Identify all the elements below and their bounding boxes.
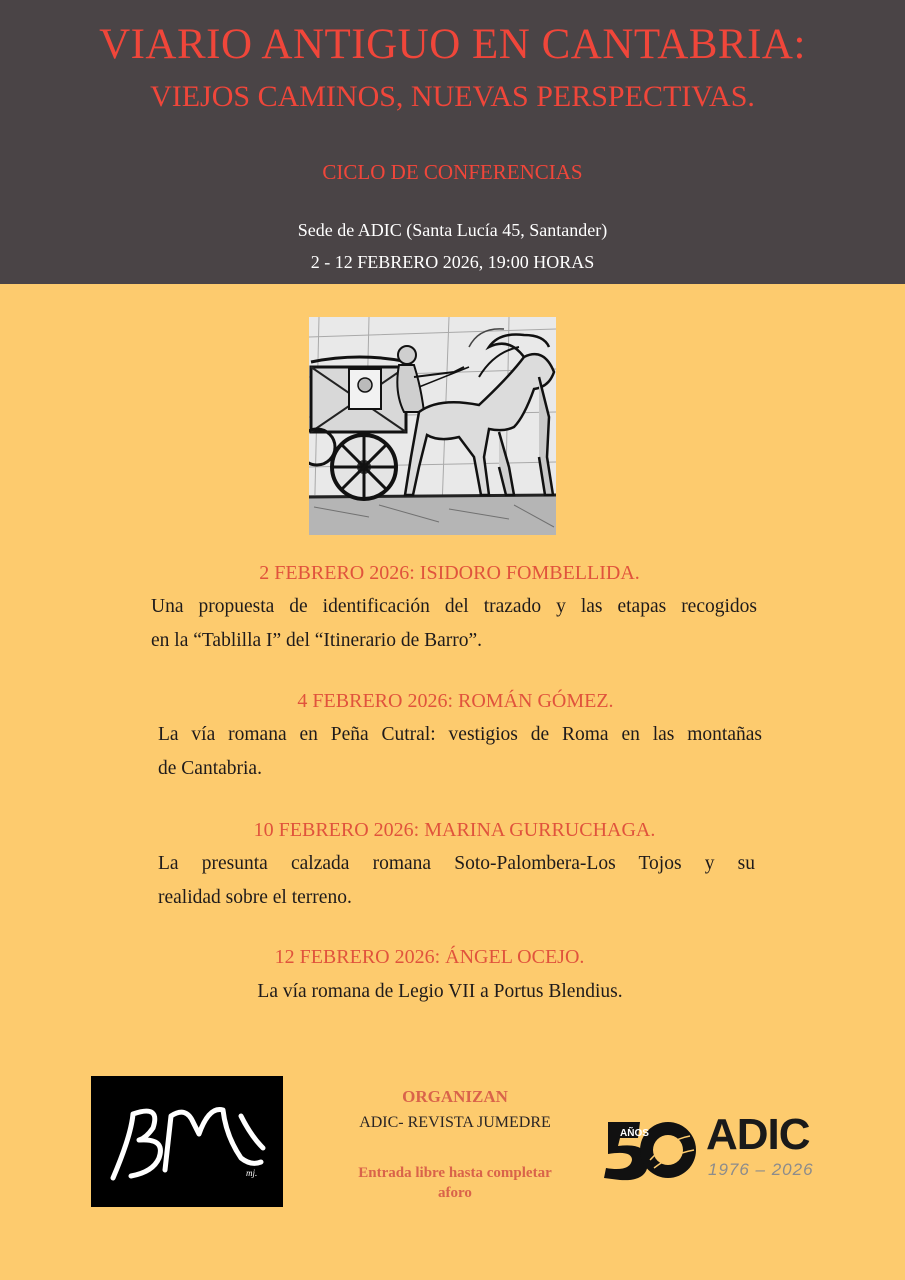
adic-50-logo: [598, 1110, 828, 1190]
talk-2-description: [158, 718, 762, 786]
talk-2-line-1: La vía romana en Peña Cutral: vestigios de Roma en las montañas: [158, 724, 762, 745]
subtitle: CICLO DE CONFERENCIAS: [322, 160, 583, 184]
entry-note: [330, 1163, 580, 1203]
venue: Sede de ADIC (Santa Lucía 45, Santander): [297, 220, 608, 240]
talk-4-heading: 12 FEBRERO 2026: ÁNGEL OCEJO.: [274, 946, 585, 968]
talk-2-line-2: de Cantabria.: [158, 758, 262, 779]
logo-signature: mj.: [246, 1168, 258, 1178]
talk-1-heading: 2 FEBRERO 2026: ISIDORO FOMBELLIDA.: [259, 562, 640, 584]
talk-3-heading: 10 FEBRERO 2026: MARINA GURRUCHAGA.: [253, 819, 656, 841]
chariot-relief-image: [309, 317, 556, 535]
organizers-names: ADIC- REVISTA JUMEDRE: [359, 1114, 551, 1131]
talk-4-line-1: La vía romana de Legio VII a Portus Blendius.: [257, 981, 623, 1002]
adic-years: 1976 – 2026: [708, 1160, 814, 1179]
talk-1-description: [151, 590, 757, 658]
title-line-2: VIEJOS CAMINOS, NUEVAS PERSPECTIVAS.: [150, 80, 755, 113]
talk-2-heading: 4 FEBRERO 2026: ROMÁN GÓMEZ.: [297, 690, 614, 712]
talk-3-line-1: La presunta calzada romana Soto-Palombera-Los Tojos y su: [158, 853, 755, 874]
jumedre-logo: [91, 1076, 283, 1207]
talk-1-line-2: en la “Tablilla I” del “Itinerario de Barro”.: [151, 630, 483, 651]
talk-3-description: [158, 847, 755, 915]
organizers-title: ORGANIZAN: [402, 1087, 508, 1106]
adic-wordmark: ADIC: [706, 1110, 810, 1159]
header-banner: [0, 0, 905, 284]
fifty-years-emblem: [598, 1110, 698, 1190]
talk-3-line-2: realidad sobre el terreno.: [158, 887, 352, 908]
entry-note-line-2: aforo: [438, 1185, 472, 1201]
talk-1-line-1: Una propuesta de identificación del trazado y las etapas recogidos: [151, 596, 757, 617]
event-dates: 2 - 12 FEBRERO 2026, 19:00 HORAS: [310, 252, 595, 272]
entry-note-line-1: Entrada libre hasta completar: [358, 1165, 552, 1181]
talk-4-description: [0, 975, 905, 1009]
title-line-1: VIARIO ANTIGUO EN CANTABRIA:: [99, 21, 806, 68]
anos-label: AÑOS: [620, 1128, 649, 1139]
